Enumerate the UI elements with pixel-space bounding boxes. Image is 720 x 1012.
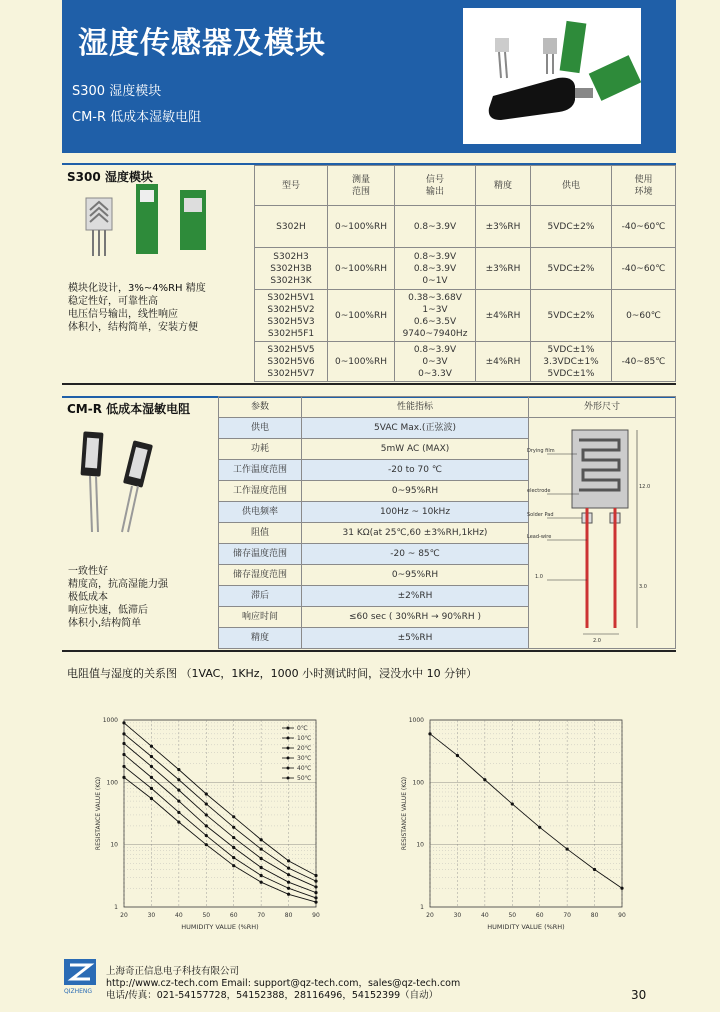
cmr-features xyxy=(68,565,218,630)
cell-param: 供电频率 xyxy=(219,502,302,523)
data-point xyxy=(260,838,263,841)
data-point xyxy=(205,792,208,795)
cell-env: -40~85℃ xyxy=(612,342,676,382)
cell-value: -20 to 70 ℃ xyxy=(302,460,529,481)
data-point xyxy=(205,843,208,846)
footer-company: 上海奇正信息电子科技有限公司 xyxy=(106,966,240,977)
data-point xyxy=(122,776,125,779)
feature-item: 精度高，抗高湿能力强 xyxy=(68,579,168,590)
dim-label-electrode: electrode xyxy=(527,488,551,494)
data-point xyxy=(177,799,180,802)
data-point xyxy=(287,867,290,870)
cell-param: 供电 xyxy=(219,418,302,439)
cell-accuracy: ±3%RH xyxy=(476,206,531,248)
data-point xyxy=(122,742,125,745)
cell-model: S302H xyxy=(255,206,328,248)
data-point xyxy=(287,859,290,862)
x-tick-label: 60 xyxy=(535,912,544,919)
dim-label-solder-pad: Solder Pad xyxy=(527,512,554,518)
data-point xyxy=(150,797,153,800)
cell-param: 响应时间 xyxy=(219,607,302,628)
dim-label-1: 1.0 xyxy=(535,574,543,580)
table-row xyxy=(255,248,676,290)
x-tick-label: 90 xyxy=(618,912,626,919)
cell-value: 5VAC Max.(正弦波) xyxy=(302,418,529,439)
legend-label: 0℃ xyxy=(297,725,308,732)
legend-label: 10℃ xyxy=(297,735,312,742)
y-tick-label: 10 xyxy=(110,841,118,849)
link-s300[interactable]: S300 湿度模块 xyxy=(72,84,162,99)
plot-frame xyxy=(430,720,622,907)
charts-area xyxy=(62,700,676,940)
dim-label-drying-film: Drying film xyxy=(527,448,555,454)
feature-item: 体积小，结构简单，安装方便 xyxy=(68,322,198,333)
data-point xyxy=(287,887,290,890)
cell-accuracy: ±3%RH xyxy=(476,248,531,290)
cell-param: 储存湿度范围 xyxy=(219,565,302,586)
data-point xyxy=(232,815,235,818)
legend-marker xyxy=(287,777,290,780)
data-point xyxy=(122,765,125,768)
chart-resistance-temperature xyxy=(95,717,320,931)
x-tick-label: 60 xyxy=(229,912,238,919)
data-point xyxy=(620,887,623,890)
feature-item: 响应快速，低滞后 xyxy=(68,605,148,616)
data-point xyxy=(511,802,514,805)
cell-param: 精度 xyxy=(219,628,302,649)
logo-text: QIZHENG xyxy=(64,988,93,995)
table-row xyxy=(255,290,676,342)
cell-env: 0~60℃ xyxy=(612,290,676,342)
x-tick-label: 70 xyxy=(563,912,571,919)
data-point xyxy=(177,789,180,792)
cell-range: 0~100%RH xyxy=(328,206,395,248)
dimension-drawing xyxy=(527,418,675,648)
x-tick-label: 30 xyxy=(453,912,462,919)
page-title: 湿度传感器及模块 xyxy=(78,26,326,61)
cell-value: 5mW AC (MAX) xyxy=(302,439,529,460)
data-point xyxy=(122,753,125,756)
data-point xyxy=(205,802,208,805)
cell-value: 31 KΩ(at 25℃,60 ±3%RH,1kHz) xyxy=(302,523,529,544)
data-point xyxy=(150,745,153,748)
s300-photo xyxy=(68,184,218,266)
y-tick-label: 100 xyxy=(412,779,424,787)
data-point xyxy=(456,754,459,757)
footer-web[interactable]: http://www.cz-tech.com Email: support@qz-tech.com，sales@qz-tech.com xyxy=(106,978,461,989)
sensor-modules-image xyxy=(463,8,641,144)
cell-power: 5VDC±1% 3.3VDC±1% 5VDC±1% xyxy=(531,342,612,382)
cell-range: 0~100%RH xyxy=(328,290,395,342)
cell-model: S302H3 S302H3B S302H3K xyxy=(255,248,328,290)
feature-item: 电压信号输出，线性响应 xyxy=(68,309,178,320)
cell-param: 储存温度范围 xyxy=(219,544,302,565)
cell-output: 0.8~3.9V 0~3V 0~3.3V xyxy=(395,342,476,382)
cell-output: 0.8~3.9V 0.8~3.9V 0~1V xyxy=(395,248,476,290)
x-tick-label: 90 xyxy=(312,912,320,919)
data-point xyxy=(314,900,317,903)
cell-power: 5VDC±2% xyxy=(531,290,612,342)
legend-marker xyxy=(287,727,290,730)
data-point xyxy=(122,732,125,735)
data-point xyxy=(314,896,317,899)
footer-phone: 电话/传真：021-54157728，54152388，28116496，54152399（自动） xyxy=(106,990,439,1001)
x-axis-label: HUMIDITY VALUE (%RH) xyxy=(181,923,259,931)
cell-param: 工作湿度范围 xyxy=(219,481,302,502)
cell-env: -40~60℃ xyxy=(612,206,676,248)
cell-param: 工作温度范围 xyxy=(219,460,302,481)
s300-spec-table xyxy=(254,165,676,382)
x-tick-label: 80 xyxy=(590,912,599,919)
col-accuracy: 精度 xyxy=(476,166,531,206)
charts-title: 电阻值与湿度的关系图 （1VAC，1KHz，1000 小时测试时间，浸没水中 10 分钟） xyxy=(67,667,478,680)
cell-output: 0.38~3.68V 1~3V 0.6~3.5V 9740~7940Hz xyxy=(395,290,476,342)
y-tick-label: 1000 xyxy=(408,717,424,724)
series-line xyxy=(124,754,316,892)
cell-param: 功耗 xyxy=(219,439,302,460)
data-point xyxy=(232,864,235,867)
data-point xyxy=(150,765,153,768)
link-cmr[interactable]: CM-R 低成本湿敏电阻 xyxy=(72,110,202,125)
data-point xyxy=(593,868,596,871)
y-tick-label: 1000 xyxy=(102,717,118,724)
data-point xyxy=(483,778,486,781)
data-point xyxy=(232,826,235,829)
cell-param: 阻值 xyxy=(219,523,302,544)
data-point xyxy=(314,885,317,888)
x-tick-label: 20 xyxy=(120,912,128,919)
col-dimension: 外形尺寸 xyxy=(529,397,676,418)
feature-item: 模块化设计，3%~4%RH 精度 xyxy=(68,283,206,294)
cell-range: 0~100%RH xyxy=(328,342,395,382)
product-photo xyxy=(463,8,641,144)
legend-label: 50℃ xyxy=(297,775,312,782)
data-point xyxy=(150,755,153,758)
series-line xyxy=(430,734,622,888)
data-point xyxy=(314,874,317,877)
y-axis-label: RESISTANCE VALUE (KΩ) xyxy=(95,776,102,851)
y-tick-label: 1 xyxy=(420,904,424,911)
cell-value: 0~95%RH xyxy=(302,481,529,502)
data-point xyxy=(177,821,180,824)
cmr-photo xyxy=(74,428,174,538)
data-point xyxy=(538,826,541,829)
cell-power: 5VDC±2% xyxy=(531,206,612,248)
feature-item: 稳定性好，可靠性高 xyxy=(68,296,158,307)
legend-marker xyxy=(287,737,290,740)
cell-param: 滞后 xyxy=(219,586,302,607)
cell-accuracy: ±4%RH xyxy=(476,342,531,382)
legend-label: 40℃ xyxy=(297,765,312,772)
dim-label-12: 12.0 xyxy=(639,484,651,490)
cell-value: -20 ~ 85℃ xyxy=(302,544,529,565)
data-point xyxy=(260,857,263,860)
cell-model: S302H5V5 S302H5V6 S302H5V7 xyxy=(255,342,328,382)
feature-item: 体积小,结构简单 xyxy=(68,618,142,629)
dim-label-2: 2.0 xyxy=(593,638,601,644)
data-point xyxy=(205,824,208,827)
col-param: 参数 xyxy=(219,397,302,418)
cmr-section-title: CM-R 低成本湿敏电阻 xyxy=(67,402,191,416)
data-point xyxy=(205,813,208,816)
data-point xyxy=(232,836,235,839)
data-point xyxy=(260,874,263,877)
footer-contact xyxy=(106,966,460,1002)
data-point xyxy=(314,891,317,894)
x-tick-label: 80 xyxy=(284,912,293,919)
data-point xyxy=(150,787,153,790)
cell-value: ≤60 sec ( 30%RH → 90%RH ) xyxy=(302,607,529,628)
page-number: 30 xyxy=(631,988,647,1002)
col-output: 信号 输出 xyxy=(395,166,476,206)
y-tick-label: 10 xyxy=(416,841,424,849)
x-tick-label: 20 xyxy=(426,912,434,919)
cell-power: 5VDC±2% xyxy=(531,248,612,290)
cell-range: 0~100%RH xyxy=(328,248,395,290)
dim-label-lead-wire: Lead-wire xyxy=(527,534,552,540)
y-tick-label: 1 xyxy=(114,904,118,911)
cell-model: S302H5V1 S302H5V2 S302H5V3 S302H5F1 xyxy=(255,290,328,342)
x-tick-label: 40 xyxy=(481,912,489,919)
x-tick-label: 50 xyxy=(202,912,211,919)
cell-value: 100Hz ~ 10kHz xyxy=(302,502,529,523)
dim-label-3: 3.0 xyxy=(639,584,647,590)
feature-item: 极低成本 xyxy=(68,592,108,603)
y-axis-label: RESISTANCE VALUE (KΩ) xyxy=(401,776,408,851)
data-point xyxy=(260,881,263,884)
data-point xyxy=(205,834,208,837)
table-header-row xyxy=(255,166,676,206)
legend-marker xyxy=(287,757,290,760)
data-point xyxy=(260,866,263,869)
x-tick-label: 50 xyxy=(508,912,517,919)
table-row xyxy=(255,342,676,382)
s300-features xyxy=(68,282,253,334)
x-tick-label: 40 xyxy=(175,912,183,919)
cell-output: 0.8~3.9V xyxy=(395,206,476,248)
legend-marker xyxy=(287,747,290,750)
legend-label: 30℃ xyxy=(297,755,312,762)
data-point xyxy=(314,880,317,883)
x-tick-label: 30 xyxy=(147,912,156,919)
chart-resistance-25c xyxy=(401,717,626,931)
col-env: 使用 环境 xyxy=(612,166,676,206)
data-point xyxy=(428,732,431,735)
company-logo xyxy=(62,957,98,995)
data-point xyxy=(287,893,290,896)
cell-value: 0~95%RH xyxy=(302,565,529,586)
cell-value: ±2%RH xyxy=(302,586,529,607)
y-tick-label: 100 xyxy=(106,779,118,787)
col-model: 型号 xyxy=(255,166,328,206)
data-point xyxy=(177,768,180,771)
x-axis-label: HUMIDITY VALUE (%RH) xyxy=(487,923,565,931)
s300-section-title: S300 湿度模块 xyxy=(67,170,153,184)
col-range: 测量 范围 xyxy=(328,166,395,206)
data-point xyxy=(232,856,235,859)
x-tick-label: 70 xyxy=(257,912,265,919)
legend-marker xyxy=(287,767,290,770)
data-point xyxy=(260,847,263,850)
data-point xyxy=(122,721,125,724)
legend-label: 20℃ xyxy=(297,745,312,752)
data-point xyxy=(287,881,290,884)
data-point xyxy=(232,846,235,849)
data-point xyxy=(287,873,290,876)
table-row xyxy=(255,206,676,248)
data-point xyxy=(566,847,569,850)
data-point xyxy=(177,811,180,814)
series-line xyxy=(124,766,316,897)
feature-item: 一致性好 xyxy=(68,566,108,577)
cell-value: ±5%RH xyxy=(302,628,529,649)
cell-env: -40~60℃ xyxy=(612,248,676,290)
table-header-row xyxy=(219,397,676,418)
data-point xyxy=(177,778,180,781)
cell-accuracy: ±4%RH xyxy=(476,290,531,342)
col-power: 供电 xyxy=(531,166,612,206)
col-value: 性能指标 xyxy=(302,397,529,418)
data-point xyxy=(150,776,153,779)
